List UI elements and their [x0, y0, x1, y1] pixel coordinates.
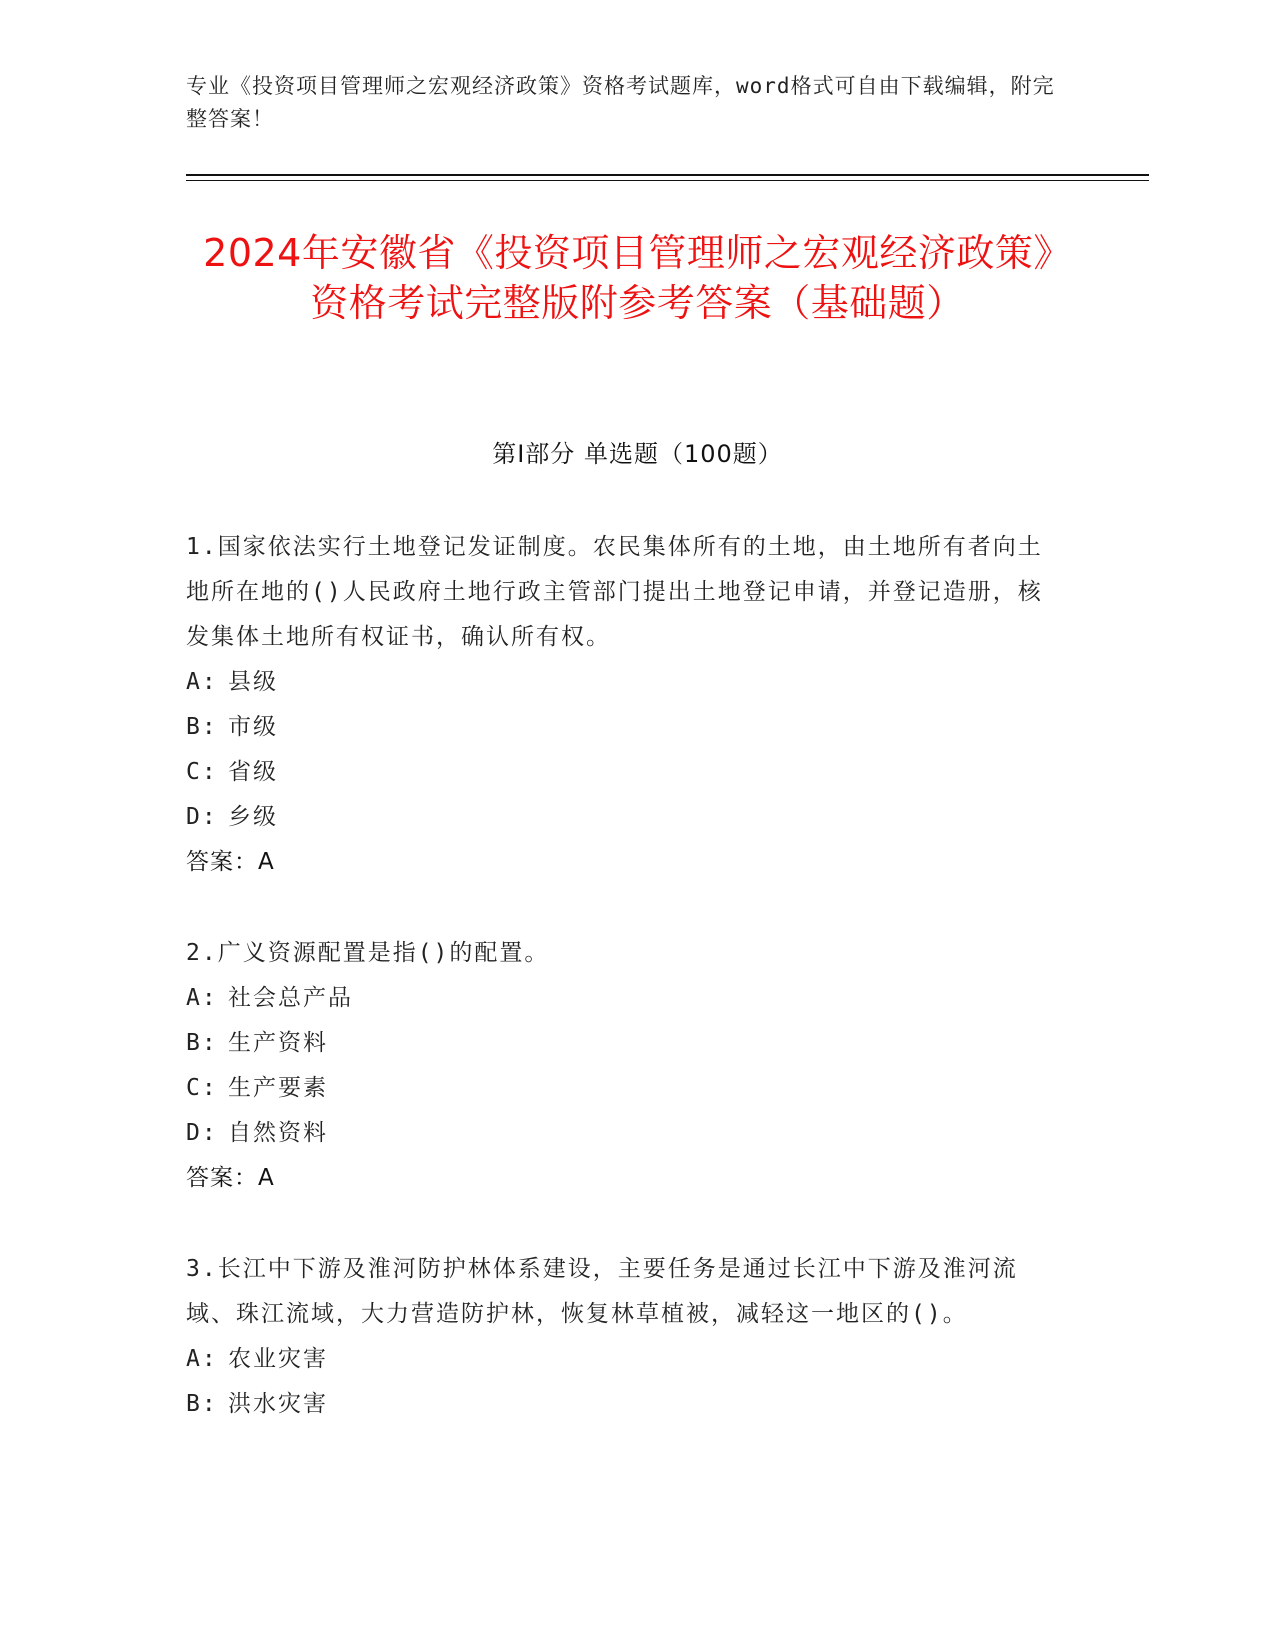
option-item — [186, 705, 1066, 750]
option-item — [186, 750, 1066, 795]
option-list — [186, 1337, 1066, 1427]
option-item — [186, 1382, 1066, 1427]
header-note: 专业《投资项目管理师之宏观经济政策》资格考试题库，word格式可自由下载编辑，附完整答案！ — [186, 74, 1055, 131]
question-answer: 答案：A — [186, 849, 275, 875]
question-item — [186, 1247, 1066, 1427]
question-list — [186, 525, 1066, 1473]
option-text: 县级 — [228, 669, 278, 695]
option-key: C: — [186, 759, 218, 785]
option-text: 社会总产品 — [228, 985, 353, 1011]
document-title: 2024年安徽省《投资项目管理师之宏观经济政策》资格考试完整版附参考答案（基础题） — [203, 231, 1072, 325]
option-key: A: — [186, 1346, 218, 1372]
option-text: 乡级 — [228, 804, 278, 830]
option-key: D: — [186, 1120, 218, 1146]
question-answer: 答案：A — [186, 1165, 275, 1191]
option-list — [186, 660, 1066, 840]
option-key: A: — [186, 985, 218, 1011]
question-item — [186, 525, 1066, 885]
option-item — [186, 795, 1066, 840]
option-text: 市级 — [228, 714, 278, 740]
option-item — [186, 660, 1066, 705]
option-key: C: — [186, 1075, 218, 1101]
header-divider-thin — [186, 180, 1149, 181]
option-key: B: — [186, 714, 218, 740]
option-item — [186, 1066, 1066, 1111]
option-item — [186, 1021, 1066, 1066]
question-stem: 1.国家依法实行土地登记发证制度。农民集体所有的土地，由土地所有者向土地所在地的()人民政府土地行政主管部门提出土地登记申请，并登记造册，核发集体土地所有权证书，确认所有权。 — [186, 534, 1043, 650]
option-key: B: — [186, 1391, 218, 1417]
option-key: D: — [186, 804, 218, 830]
option-text: 生产要素 — [228, 1075, 328, 1101]
option-list — [186, 976, 1066, 1156]
section-title: 第I部分 单选题（100题） — [492, 440, 783, 468]
option-text: 生产资料 — [228, 1030, 328, 1056]
option-item — [186, 1337, 1066, 1382]
option-text: 自然资料 — [228, 1120, 328, 1146]
option-text: 洪水灾害 — [228, 1391, 328, 1417]
option-text: 农业灾害 — [228, 1346, 328, 1372]
question-stem: 2.广义资源配置是指()的配置。 — [186, 940, 550, 966]
option-key: B: — [186, 1030, 218, 1056]
header-divider-thick — [186, 174, 1149, 176]
question-stem: 3.长江中下游及淮河防护林体系建设，主要任务是通过长江中下游及淮河流域、珠江流域，大力营造防护林，恢复林草植被，减轻这一地区的()。 — [186, 1256, 1018, 1327]
option-item — [186, 1111, 1066, 1156]
option-text: 省级 — [228, 759, 278, 785]
option-item — [186, 976, 1066, 1021]
option-key: A: — [186, 669, 218, 695]
question-item — [186, 931, 1066, 1201]
